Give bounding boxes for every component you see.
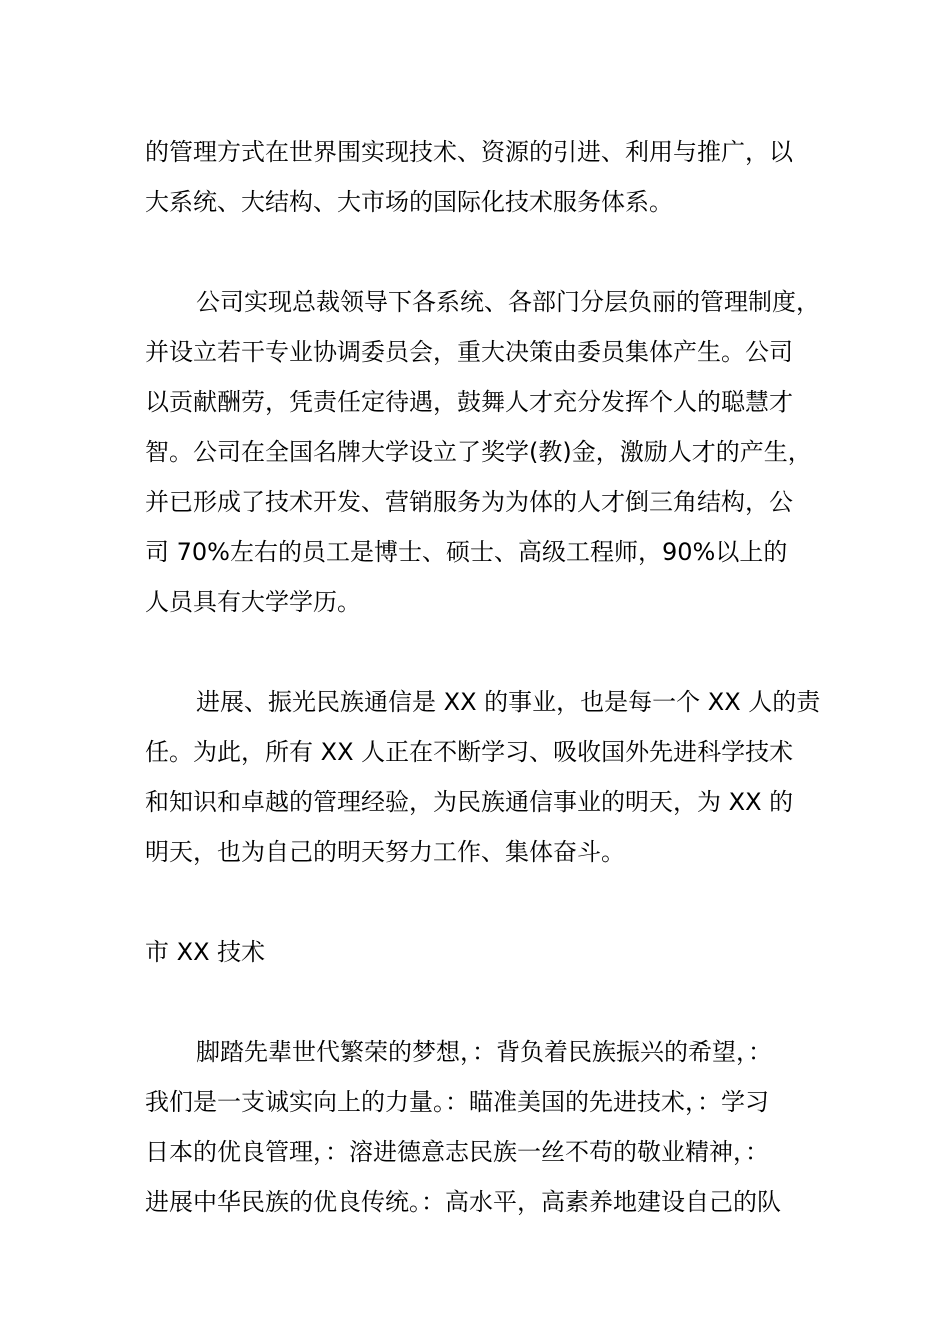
paragraph-2-line-2: 并设立若干专业协调委员会，重大决策由委员集体产生。公司 [145,338,793,366]
paragraph-2-line-7: 人员具有大学学历。 [145,588,361,616]
paragraph-1-line-2: 大系统、大结构、大市场的国际化技术服务体系。 [145,188,673,216]
paragraph-2-line-6: 司 70%左右的员工是博士、硕士、高级工程师，90%以上的 [145,538,788,566]
paragraph-1-line-1: 的管理方式在世界围实现技术、资源的引进、利用与推广，以 [145,138,793,166]
paragraph-3-line-4: 明天，也为自己的明天努力工作、集体奋斗。 [145,838,625,866]
paragraph-3-line-3: 和知识和卓越的管理经验，为民族通信事业的明天，为 XX 的 [145,788,794,816]
paragraph-3-line-1: 进展、振光民族通信是 XX 的事业，也是每一个 XX 人的责 [196,688,821,716]
paragraph-2-line-3: 以贡献酬劳，凭责任定待遇，鼓舞人才充分发挥个人的聪慧才 [145,388,793,416]
paragraph-2-line-4: 智。公司在全国名牌大学设立了奖学(教)金，激励人才的产生， [145,438,812,466]
paragraph-2-line-1: 公司实现总裁领导下各系统、各部门分层负丽的管理制度， [196,288,820,316]
paragraph-4-line-2: 我们是一支诚实向上的力量。：瞄准美国的先进技术，：学习 [145,1088,769,1116]
paragraph-2-line-5: 并已形成了技术开发、营销服务为为体的人才倒三角结构，公 [145,488,793,516]
paragraph-4-line-1: 脚踏先辈世代繁荣的梦想，：背负着民族振兴的希望，： [196,1038,772,1066]
paragraph-3-line-2: 任。为此，所有 XX 人正在不断学习、吸收国外先进科学技术 [145,738,794,766]
section-heading: 市 XX 技术 [145,938,266,966]
paragraph-4-line-4: 进展中华民族的优良传统。：高水平，高素养地建设自己的队 [145,1188,781,1216]
paragraph-4-line-3: 日本的优良管理，：溶进德意志民族一丝不苟的敬业精神，： [145,1138,769,1166]
